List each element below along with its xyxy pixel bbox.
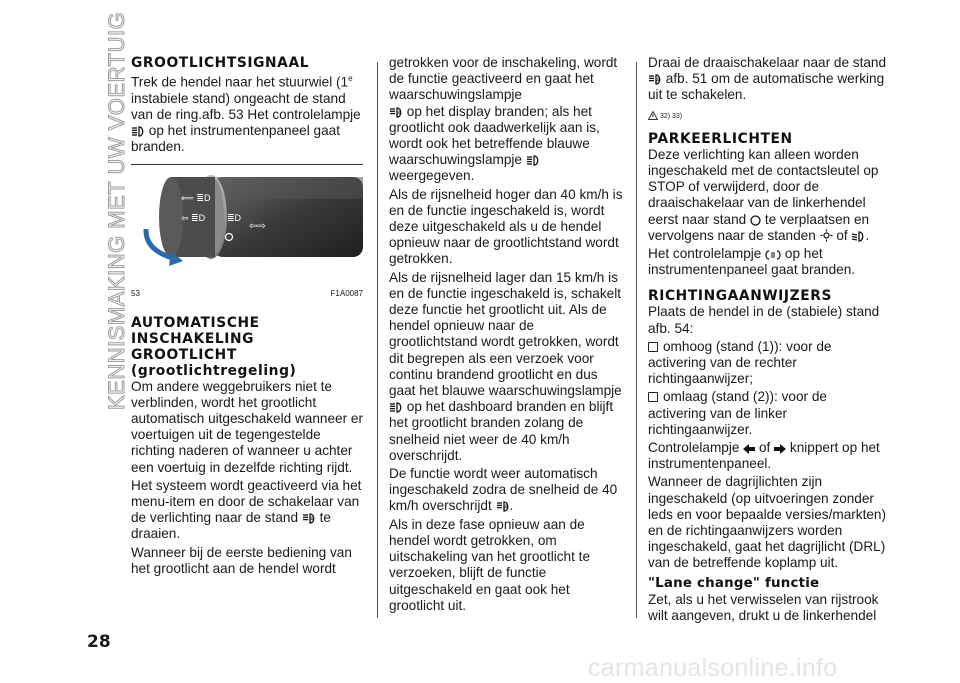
column-3 <box>648 55 888 626</box>
svg-text:A: A <box>309 516 314 523</box>
figure-number: 53 <box>131 289 140 299</box>
heading-richtingaanwijzers: RICHTINGAANWIJZERS <box>648 288 833 305</box>
high-beam-icon <box>389 402 403 413</box>
column-divider <box>377 62 378 618</box>
paragraph: Zet, als u het verwisselen van rijstrook wilt aangeven, drukt u de linkerhendel <box>648 591 879 623</box>
svg-text:A: A <box>503 504 508 511</box>
paragraph: Het systeem wordt geactiveerd via het menu-item en door de schakelaar van de verlichting naar de stand A te draaien. <box>131 477 362 542</box>
svg-text:⇦ ≣D: ⇦ ≣D <box>181 212 206 223</box>
column-1 <box>131 55 363 579</box>
paragraph: getrokken voor de inschakeling, wordt de functie geactiveerd en gaat het waarschuwingslampje A op het display branden; als het grootlicht ook daadwerkelijk aan is, wordt ook het betreffende blauwe waarschuwingslampje weergegeven. <box>389 55 618 184</box>
paragraph: Wanneer de dagrijlichten zijn ingeschakeld (op uitvoeringen zonder leds en voor bepaalde versies/markten) en de richtingaanwijzers worden ingeschakeld, gaat het dagrijlicht (DRL) van de betreffende koplamp uit. <box>648 474 887 571</box>
high-beam-icon <box>526 155 540 166</box>
paragraph: Als de rijsnelheid lager dan 15 km/h is en de functie ingeschakeld is, schakelt deze functie het grootlicht uit. Als de hendel opnieuw naar de grootlichtstand wordt getrokken, wordt dit begrepen als een verzoek voor continu brandend grootlicht en dus gaat het blauwe waarschuwingslampje op het dashboard branden en blijft het grootlicht branden zolang de snelheid niet weer de 40 km/h overschrijdt. <box>389 269 622 463</box>
svg-text:≣D: ≣D <box>227 212 242 223</box>
paragraph: Als in deze fase opnieuw aan de hendel wordt getrokken, om uitschakeling van het grootlicht te verzoeken, blijft de functie uitgeschakeld en gaat ook het grootlicht uit. <box>389 516 591 613</box>
paragraph: Als de rijsnelheid hoger dan 40 km/h is en de functie ingeschakeld is, wordt deze uitgeschakeld als u de hendel opnieuw naar de grootlichtstand wordt getrokken. <box>389 186 623 267</box>
side-light-icon <box>765 250 781 260</box>
paragraph: Het controlelampje op het instrumentenpaneel gaat branden. <box>648 246 856 278</box>
svg-text:A: A <box>656 77 660 84</box>
chapter-title-text: KENNISMAKING MET UW VOERTUIG <box>104 11 129 410</box>
auto-high-beam-icon <box>302 513 316 524</box>
heading-parkeerlichten: PARKEERLICHTEN <box>648 130 793 147</box>
right-arrow-icon <box>774 444 786 454</box>
bullet-icon <box>648 342 658 352</box>
paragraph: Controlelampje of knippert op het instrumentenpaneel. <box>648 440 880 472</box>
parking-light-icon <box>820 229 833 242</box>
auto-high-beam-icon <box>389 107 403 118</box>
heading-grootlichtsignaal: GROOTLICHTSIGNAAL <box>131 55 310 71</box>
bullet-icon <box>648 392 658 402</box>
dipped-beam-icon <box>851 231 865 242</box>
paragraph: De functie wordt weer automatisch ingeschakeld zodra de snelheid de 40 km/h overschrijdt A . <box>389 466 618 514</box>
watermark: carmanualsonline.info <box>588 654 838 682</box>
heading-automatische-inschakeling: AUTOMATISCHE INSCHAKELING GROOTLICHT (grootlichtregeling) <box>131 314 297 379</box>
svg-text:⟸ ≣D: ⟸ ≣D <box>181 192 211 203</box>
left-arrow-icon <box>743 444 755 454</box>
list-item: omhoog (stand (1)): voor de activering van de rechter richtingaanwijzer; <box>648 338 832 387</box>
light-lever-illustration <box>131 169 363 294</box>
warning-reference: 32) 33) <box>648 109 682 125</box>
paragraph: Wanneer bij de eerste bediening van het grootlicht aan de hendel wordt <box>131 544 352 576</box>
divider-line <box>131 164 363 165</box>
warning-triangle-icon <box>648 111 658 120</box>
auto-high-beam-icon <box>648 74 662 85</box>
paragraph: Om andere weggebruikers niet te verblinden, wordt het grootlicht automatisch uitgeschakeld wanneer er voertuigen uit de tegengestelde richting naderen of wanneer u achter een voertuig in dezelfde richting rijdt. <box>131 378 363 475</box>
paragraph: Plaats de hendel in de (stabiele) stand afb. 54: <box>648 304 880 336</box>
figure-code: F1A0087 <box>330 289 363 299</box>
auto-high-beam-icon <box>496 501 510 512</box>
chapter-title-vertical <box>82 11 129 410</box>
high-beam-icon <box>131 126 145 137</box>
page-number: 28 <box>87 632 111 652</box>
svg-text:⇦⇨: ⇦⇨ <box>249 220 266 232</box>
figure-53 <box>131 169 363 301</box>
paragraph: Trek de hendel naar het stuurwiel (1e instabiele stand) ongeacht de stand van de ring.afb. 53 Het controlelampje op het instrumentenpaneel gaat branden. <box>131 74 361 155</box>
paragraph: Deze verlichting kan alleen worden ingeschakeld met de contactsleutel op STOP of verwijderd, door de draaischakelaar van de linkerhendel eerst naar stand te verplaatsen en vervolgens naar de standen of . <box>648 146 879 243</box>
off-position-icon <box>750 215 761 226</box>
list-item: omlaag (stand (2)): voor de activering van de linker richtingaanwijzer. <box>648 389 827 437</box>
heading-lane-change: "Lane change" functie <box>648 575 820 591</box>
paragraph: Draai de draaischakelaar naar de stand A afb. 51 om de automatische werking uit te schakelen. <box>648 55 887 103</box>
svg-text:A: A <box>397 110 401 117</box>
column-divider <box>636 62 637 618</box>
column-2 <box>389 55 624 616</box>
